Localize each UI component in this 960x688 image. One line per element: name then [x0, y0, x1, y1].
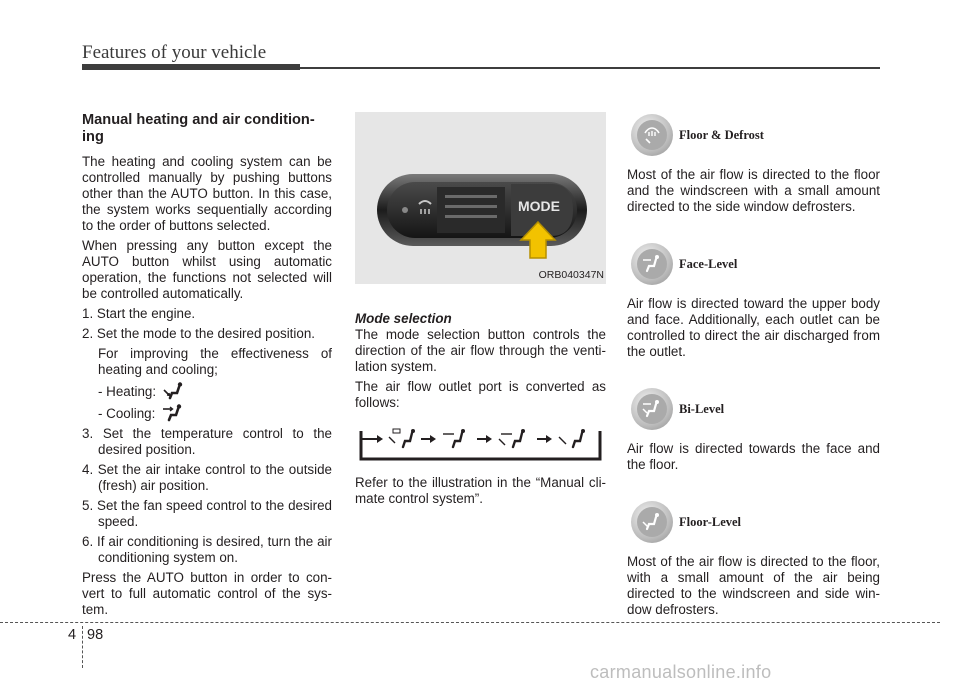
step-1: 1. Start the engine. [82, 306, 196, 321]
column-mode-selection [355, 112, 606, 507]
heating-line [82, 382, 332, 400]
face-level-icon [443, 429, 465, 447]
footer-dashed-divider [82, 626, 83, 668]
mode-paragraph-2: The air flow outlet port is converted as follows: [355, 379, 606, 410]
mode-sequence-svg [359, 425, 604, 461]
mode-item-floor-level [627, 499, 880, 545]
face-level-icon [162, 404, 184, 422]
mode-sequence-diagram [359, 425, 604, 461]
step-2-note: For improving the effectiveness of heating and cooling; [98, 346, 332, 377]
paragraph-intro-1: The heating and cooling system can be controlled manually by pushing buttons other than the AUTO button. In this case, the system works sequentially according to the order of buttons selected. [82, 154, 332, 233]
heating-label: - Heating: [98, 384, 157, 399]
mode-desc-floor-level: Most of the air flow is directed to the floor, with a small amount of the air being directed to the windscreen and side win-dow defrosters. [627, 554, 880, 617]
floor-level-icon [163, 382, 185, 400]
floor-defrost-icon [389, 429, 415, 447]
step-3: 3. Set the temperature control to the desired position. [82, 426, 332, 457]
face-level-icon [641, 253, 663, 275]
step-2: 2. Set the mode to the desired position. [82, 326, 315, 341]
floor-defrost-icon [641, 124, 663, 146]
mode-desc-bi-level: Air flow is directed towards the face and the floor. [627, 441, 880, 472]
footer-page-number: 98 [87, 627, 104, 643]
mode-label-bi-level: Bi-Level [679, 402, 725, 416]
footer-dashed-rule [0, 622, 940, 623]
page-header-title: Features of your vehicle [82, 42, 267, 63]
step-6: 6. If air conditioning is desired, turn the air conditioning system on. [82, 534, 332, 565]
mode-label-floor-defrost: Floor & Defrost [679, 128, 764, 142]
mode-button-face-level [631, 243, 673, 285]
mode-item-floor-defrost [627, 112, 880, 158]
mode-selection-title: Mode selection [355, 311, 452, 326]
column-mode-descriptions [627, 112, 880, 618]
mode-paragraph-3: Refer to the illustration in the “Manual cli-mate control system”. [355, 475, 606, 506]
mode-desc-floor-defrost: Most of the air flow is directed to the floor and the windscreen with a small amount directed to the side window defrosters. [627, 167, 880, 214]
mode-button-floor-level [631, 501, 673, 543]
mode-button-floor-defrost [631, 114, 673, 156]
step-4: 4. Set the air intake control to the outside (fresh) air position. [82, 462, 332, 493]
paragraph-intro-2: When pressing any button except the AUTO button whilst using automatic operation, the functions not selected will be controlled automatically. [82, 238, 332, 301]
footer-chapter-number: 4 [68, 627, 77, 643]
mode-button-label: MODE [518, 198, 560, 214]
cooling-label: - Cooling: [98, 406, 156, 421]
cooling-line [82, 404, 332, 422]
mode-paragraph-1: The mode selection button controls the direction of the air flow through the venti-lation system. [355, 327, 606, 374]
mode-desc-face-level: Air flow is directed toward the upper body and face. Additionally, each outlet can be controlled to direct the air discharged from the outlet. [627, 296, 880, 359]
mode-button-illustration [355, 112, 606, 284]
watermark-text: carmanualsonline.info [590, 662, 772, 682]
mode-button-photo [355, 112, 606, 284]
mode-item-bi-level [627, 386, 880, 432]
header-rule-thick [82, 64, 300, 70]
section-title-manual: Manual heating and air condition-ing [82, 112, 315, 145]
mode-label-face-level: Face-Level [679, 257, 738, 271]
floor-level-icon [641, 511, 663, 533]
column-manual-heating [82, 112, 332, 618]
mode-button-bi-level [631, 388, 673, 430]
header-rule-thin [300, 67, 880, 69]
photo-code: ORB040347N [538, 269, 604, 281]
bi-level-icon [499, 429, 525, 447]
paragraph-outro: Press the AUTO button in order to con-vert to full automatic control of the sys-tem. [82, 570, 332, 617]
bi-level-icon [641, 398, 663, 420]
floor-level-icon [559, 429, 585, 447]
mode-item-face-level [627, 241, 880, 287]
step-5: 5. Set the fan speed control to the desired speed. [82, 498, 332, 529]
mode-label-floor-level: Floor-Level [679, 515, 742, 529]
